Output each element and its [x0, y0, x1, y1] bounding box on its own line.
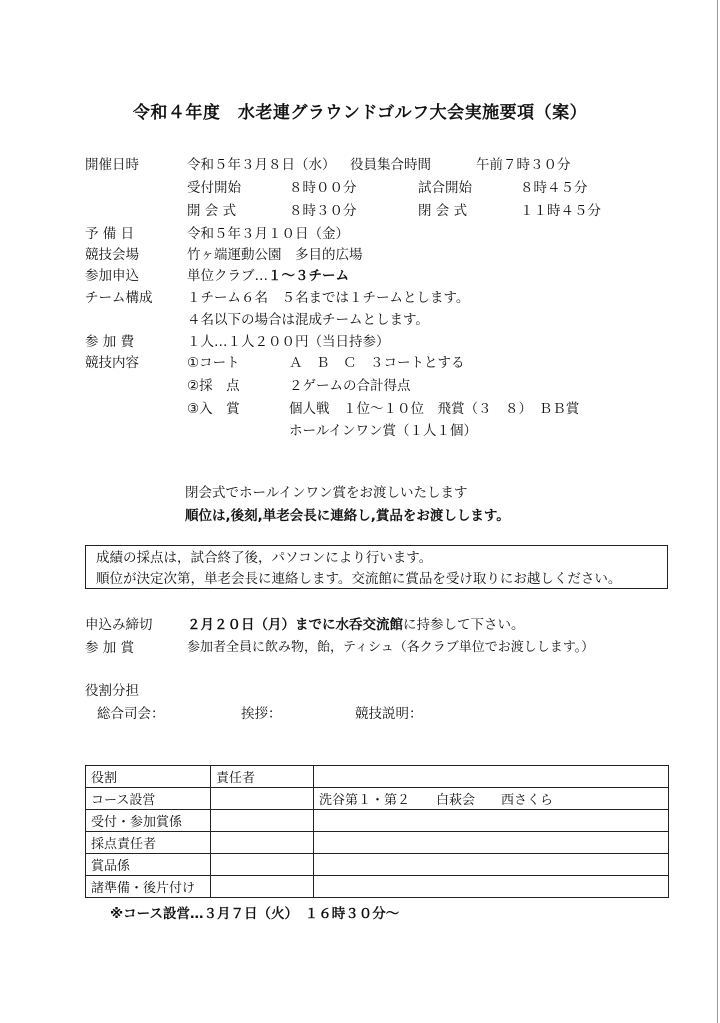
apply-label: 参加申込 — [85, 268, 139, 284]
match-time: ８時４５分 — [520, 180, 588, 196]
notice-line2: 順位が決定次第，単老会長に連絡します。交流館に賞品を受け取りにお越しください。 — [96, 571, 622, 587]
court-value: Ａ Ｂ Ｃ ３コートとする — [289, 355, 465, 371]
fee-value: １人…１人２００円（当日持参） — [187, 334, 390, 350]
table-cell-manager — [211, 854, 314, 876]
apply-value-prefix: 単位クラブ… — [187, 268, 268, 284]
gift-value: 参加者全員に飲み物，飴，ティシュ（各クラブ単位でお渡しします。） — [187, 640, 595, 655]
team-line1: １チーム６名 ５名までは１チームとします。 — [187, 290, 470, 306]
mc-label: 総合司会： — [97, 706, 165, 722]
team-line2: ４名以下の場合は混成チームとします。 — [187, 312, 429, 328]
apply-value-teams: １～３チーム — [268, 268, 349, 284]
reception-time: ８時００分 — [289, 180, 357, 196]
table-cell-members — [314, 876, 669, 898]
fee-label: 参 加 費 — [85, 334, 135, 350]
document-title: 令和４年度 水老連グラウンドゴルフ大会実施要項（案） — [132, 103, 588, 123]
apply-value — [187, 267, 349, 285]
yobi-value: 令和５年３月１０日（金） — [187, 226, 349, 242]
footnote: ※コース設営…３月７日（火） １６時３０分～ — [110, 906, 400, 922]
venue-label: 競技会場 — [85, 247, 139, 263]
closing-time: １１時４５分 — [520, 203, 601, 219]
table-header-members — [314, 766, 669, 788]
table-cell-manager — [211, 788, 314, 810]
staff-time: 午前７時３０分 — [476, 157, 571, 173]
content-label: 競技内容 — [85, 355, 139, 371]
score-value: ２ゲームの合計得点 — [289, 378, 411, 394]
table-row — [86, 810, 669, 832]
table-cell-role: 受付・参加賞係 — [86, 810, 211, 832]
match-label: 試合開始 — [418, 180, 472, 196]
table-row — [86, 876, 669, 898]
kaisai-date: 令和５年３月８日（水） — [187, 157, 336, 173]
court-label: ①コート — [187, 355, 240, 371]
team-label: チーム構成 — [85, 290, 153, 306]
opening-time: ８時３０分 — [289, 203, 357, 219]
kaisai-label: 開催日時 — [85, 157, 139, 173]
deadline-value — [187, 616, 525, 634]
table-header-role: 役割 — [86, 766, 211, 788]
table-cell-role: 採点責任者 — [86, 832, 211, 854]
table-cell-members — [314, 832, 669, 854]
yobi-label: 予 備 日 — [85, 226, 135, 242]
notice-line1: 成績の採点は，試合終了後，パソコンにより行います。 — [96, 550, 433, 566]
table-row — [86, 788, 669, 810]
page-edge-line — [717, 0, 718, 1023]
table-cell-members: 洗谷第１・第２ 白萩会 西さくら — [314, 788, 669, 810]
table-header-row — [86, 766, 669, 788]
staff-time-label: 役員集合時間 — [350, 157, 431, 173]
score-label: ②採 点 — [187, 378, 240, 394]
table-cell-manager — [211, 832, 314, 854]
table-header-manager: 責任者 — [211, 766, 314, 788]
reception-label: 受付開始 — [187, 180, 241, 196]
deadline-value-rest: に持参して下さい。 — [403, 617, 525, 633]
table-cell-role: コース設営 — [86, 788, 211, 810]
explain-label: 競技説明： — [355, 706, 423, 722]
note-line2: 順位は,後刻,単老会長に連絡し,賞品をお渡しします。 — [185, 508, 510, 524]
roles-table — [85, 765, 669, 898]
prize-value-holeinone: ホールインワン賞（１人１個） — [289, 423, 478, 439]
closing-label: 閉 会 式 — [418, 203, 468, 219]
gift-label: 参 加 賞 — [85, 640, 135, 656]
note-line1: 閉会式でホールインワン賞をお渡しいたします — [185, 485, 468, 501]
table-cell-members — [314, 854, 669, 876]
deadline-label: 申込み締切 — [85, 617, 153, 633]
notice-box — [85, 545, 668, 589]
table-row — [86, 832, 669, 854]
greeting-label: 挨拶： — [241, 706, 282, 722]
deadline-value-bold: ２月２０日（月）までに水呑交流館 — [187, 617, 403, 633]
opening-label: 開 会 式 — [187, 203, 237, 219]
venue-value: 竹ヶ端運動公園 多目的広場 — [187, 247, 363, 263]
table-cell-members — [314, 810, 669, 832]
table-row — [86, 854, 669, 876]
roles-title: 役割分担 — [85, 683, 139, 699]
table-cell-manager — [211, 810, 314, 832]
prize-value: 個人戦 １位～１０位 飛賞（３ ８） ＢＢ賞 — [289, 401, 580, 417]
table-cell-manager — [211, 876, 314, 898]
prize-label: ③入 賞 — [187, 401, 240, 417]
table-cell-role: 賞品係 — [86, 854, 211, 876]
table-cell-role: 諸準備・後片付け — [86, 876, 211, 898]
